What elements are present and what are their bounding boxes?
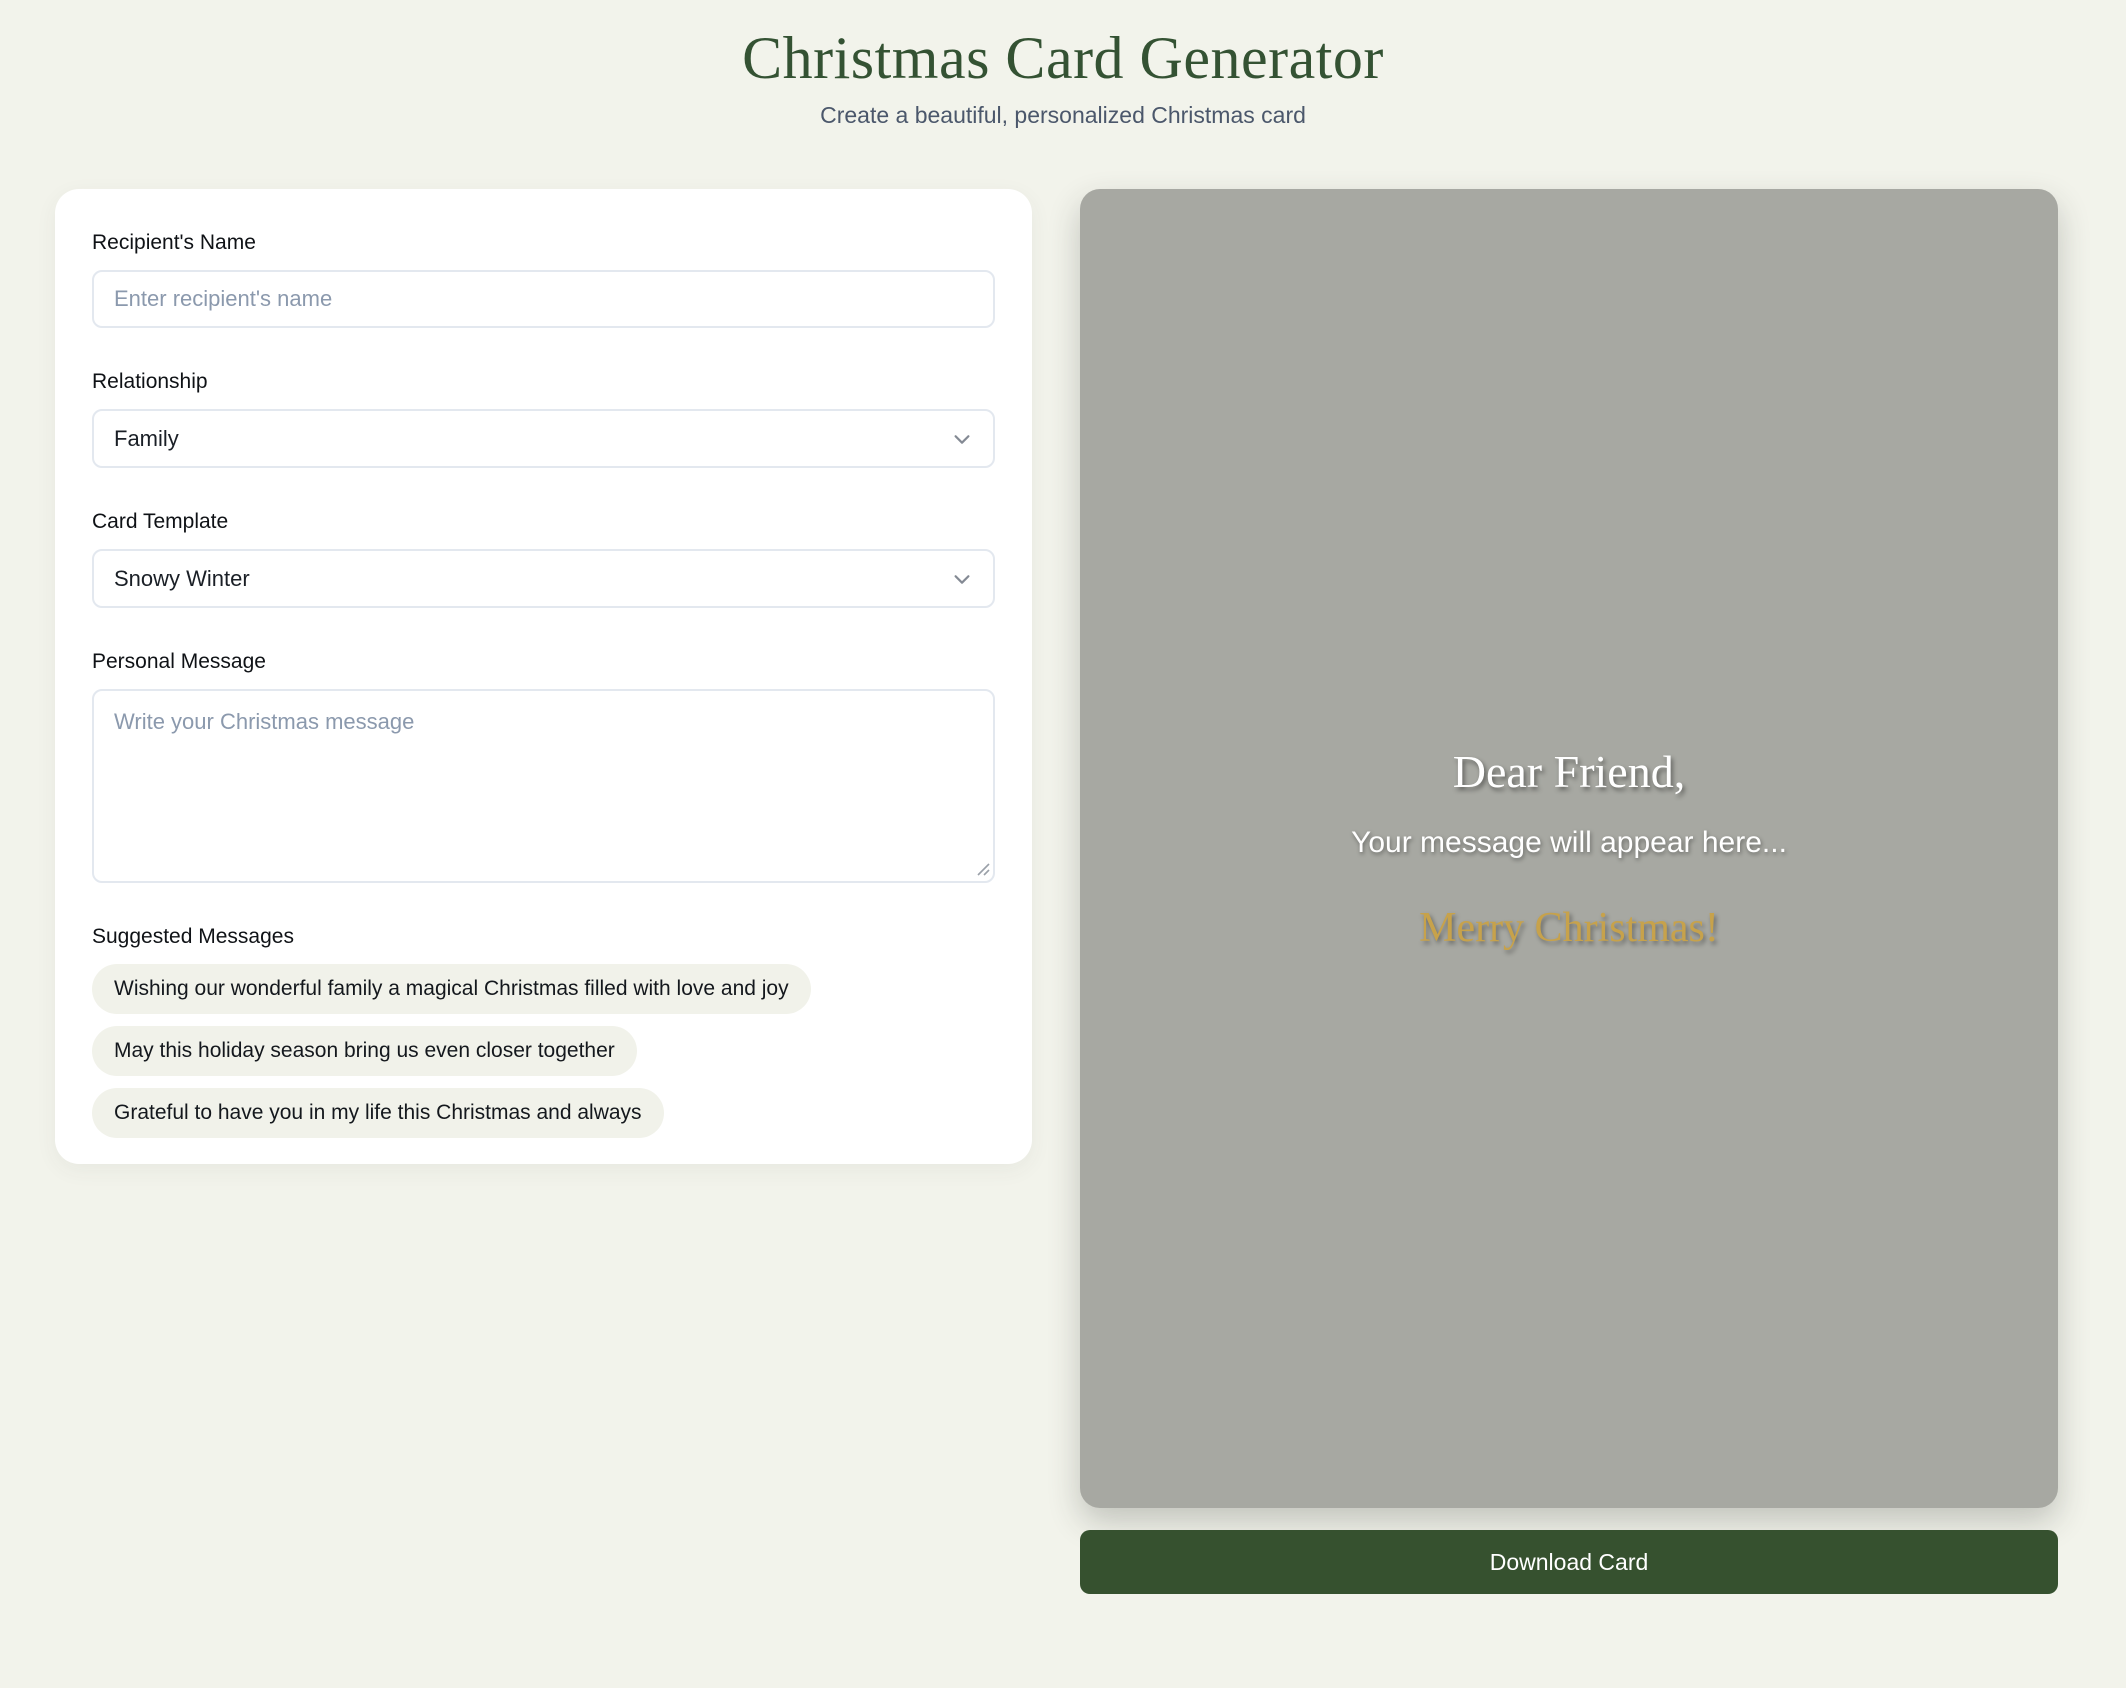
main-content bbox=[0, 189, 2126, 1594]
relationship-select-wrap bbox=[92, 409, 995, 468]
suggested-messages-label: Suggested Messages bbox=[92, 925, 294, 948]
page-title: Christmas Card Generator bbox=[742, 25, 1384, 91]
relationship-select[interactable] bbox=[92, 409, 995, 468]
suggested-message-pill[interactable]: Wishing our wonderful family a magical Christmas filled with love and joy bbox=[92, 964, 811, 1014]
suggested-messages-group bbox=[92, 925, 995, 1138]
message-field-group bbox=[92, 650, 995, 883]
preview-signoff: Merry Christmas! bbox=[1419, 905, 1719, 951]
suggested-message-pill[interactable]: May this holiday season bring us even closer together bbox=[92, 1026, 637, 1076]
template-select-wrap bbox=[92, 549, 995, 608]
card-preview bbox=[1080, 189, 2058, 1508]
personal-message-textarea[interactable] bbox=[92, 689, 995, 883]
card-generator-form bbox=[55, 189, 1032, 1164]
recipient-name-label: Recipient's Name bbox=[92, 231, 256, 254]
recipient-field-group bbox=[92, 231, 995, 328]
card-preview-column bbox=[1080, 189, 2058, 1594]
message-textarea-wrap bbox=[92, 689, 995, 883]
page-header bbox=[0, 0, 2126, 129]
download-card-button[interactable]: Download Card bbox=[1080, 1530, 2058, 1594]
card-template-select[interactable] bbox=[92, 549, 995, 608]
relationship-label: Relationship bbox=[92, 370, 208, 393]
template-field-group bbox=[92, 510, 995, 608]
relationship-field-group bbox=[92, 370, 995, 468]
preview-greeting: Dear Friend, bbox=[1452, 746, 1686, 797]
personal-message-label: Personal Message bbox=[92, 650, 266, 673]
card-template-label: Card Template bbox=[92, 510, 229, 533]
suggested-message-pill[interactable]: Grateful to have you in my life this Christmas and always bbox=[92, 1088, 664, 1138]
recipient-name-input[interactable] bbox=[92, 270, 995, 328]
page-subtitle: Create a beautiful, personalized Christmas card bbox=[820, 102, 1306, 128]
preview-message: Your message will appear here... bbox=[1351, 826, 1787, 859]
